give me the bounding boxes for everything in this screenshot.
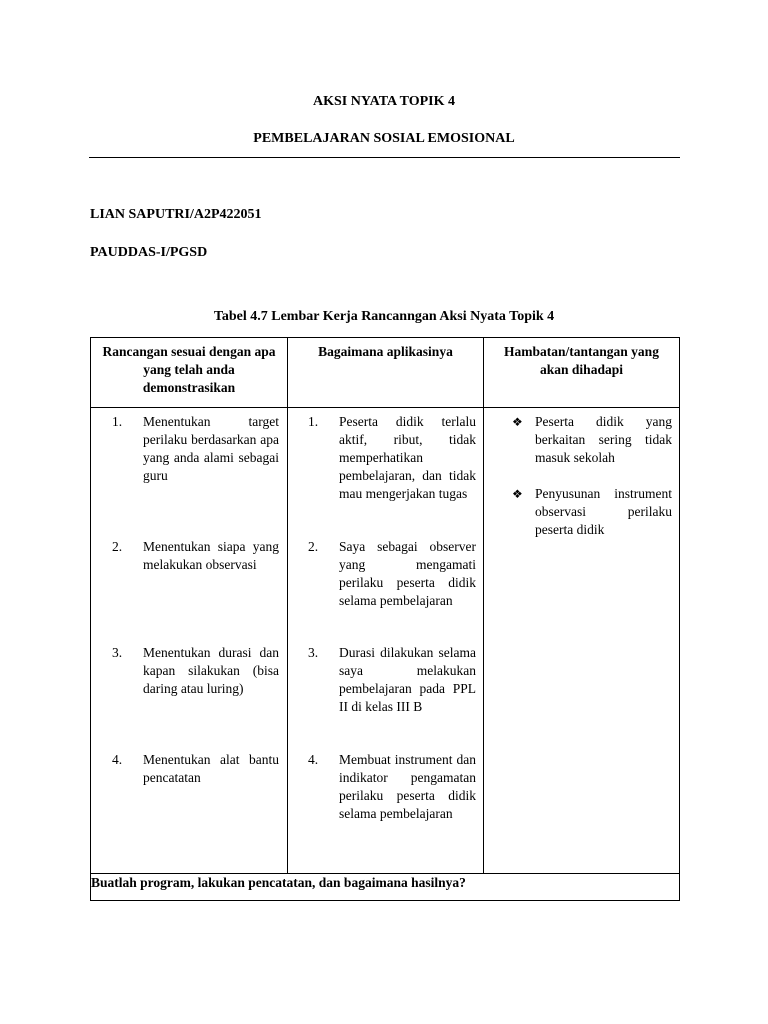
footer-instruction: Buatlah program, lakukan pencatatan, dan bagaimana hasilnya? [91,874,680,901]
table-caption: Tabel 4.7 Lembar Kerja Rancanngan Aksi Nyata Topik 4 [213,309,555,324]
diamond-bullet-icon: ❖ [512,487,523,501]
rancangan-cell: 1. Menentukan target perilaku berdasarkan apa yang anda alami sebagai guru 2. Menentukan siapa yang melakukan observasi 3. Menentukan durasi dan kapan silakukan (bisa daring atau luring) 4. Menentukan alat bantu pencatatan [91,408,288,874]
diamond-bullet-icon: ❖ [512,415,523,429]
worksheet-table [90,337,680,901]
hambatan-cell: ❖ Peserta didik yang berkaitan sering tidak masuk sekolah ❖ Penyusunan instrument observasi perilaku peserta didik [484,408,680,874]
table-footer-row [91,874,680,901]
header-hambatan: Hambatan/tantangan yang akan dihadapi [484,338,680,408]
title-divider [89,157,680,158]
document-subtitle: PEMBELAJARAN SOSIAL EMOSIONAL [253,131,515,146]
header-rancangan: Rancangan sesuai dengan apa yang telah anda demonstrasikan [91,338,288,408]
table-body-row [91,408,680,874]
aplikasi-cell: 1. Peserta didik terlalu aktif, ribut, tidak memperhatikan pembelajaran, dan tidak mau mengerjakan tugas 2. Saya sebagai observer yang mengamati perilaku peserta didik selama pembelajaran 3. Durasi dilakukan selama saya melakukan pembelajaran pada PPL II di kelas III B 4. Membuat instrument dan indikator pengamatan perilaku peserta didik selama pembelajaran [288,408,484,874]
table-header-row [91,338,680,408]
author-program: PAUDDAS-I/PGSD [90,245,208,260]
header-aplikasi: Bagaimana aplikasinya [288,338,484,408]
document-title: AKSI NYATA TOPIK 4 [313,94,455,109]
author-name-id: LIAN SAPUTRI/A2P422051 [90,207,262,222]
